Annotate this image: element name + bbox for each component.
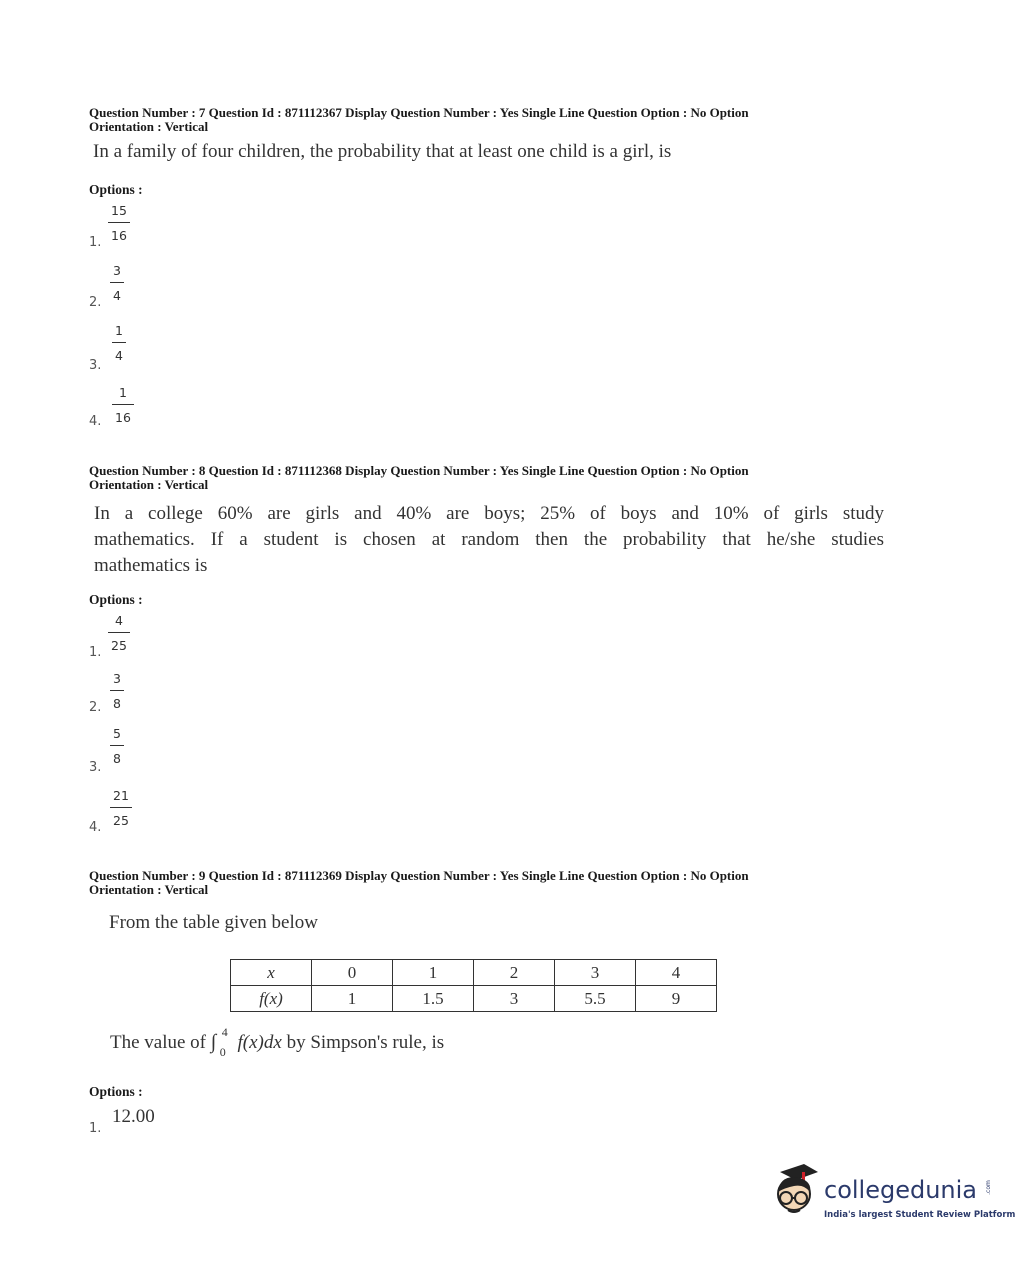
table-row bbox=[231, 960, 717, 986]
q9-question-text: From the table given below bbox=[109, 912, 318, 933]
table-cell: 1 bbox=[312, 986, 393, 1012]
option-number: 2. bbox=[89, 295, 102, 310]
option-number: 4. bbox=[89, 414, 102, 429]
fraction bbox=[108, 204, 130, 243]
numerator: 5 bbox=[113, 726, 121, 741]
denominator: 8 bbox=[113, 751, 121, 766]
denominator: 16 bbox=[115, 410, 131, 425]
option-value: 12.00 bbox=[112, 1106, 155, 1127]
logo-tagline: India's largest Student Review Platform bbox=[824, 1210, 1016, 1220]
q7-meta bbox=[89, 106, 849, 134]
fraction bbox=[112, 386, 134, 425]
formula-suffix: by Simpson's rule, is bbox=[286, 1032, 445, 1053]
q8-options-label: Options : bbox=[89, 592, 143, 607]
fraction bbox=[110, 264, 124, 303]
q8-question-line1: In a college 60% are girls and 40% are boys; 25% of boys and 10% of girls study bbox=[94, 503, 884, 524]
table-cell: 4 bbox=[636, 960, 717, 986]
table-cell: 3 bbox=[555, 960, 636, 986]
logo-brand-text: collegedunia bbox=[824, 1176, 978, 1204]
q9-meta bbox=[89, 869, 849, 897]
collegedunia-logo[interactable] bbox=[766, 1162, 1016, 1232]
formula-prefix: The value of bbox=[110, 1032, 207, 1053]
fraction bbox=[110, 727, 124, 766]
value-table bbox=[230, 959, 717, 1012]
q8-meta-line1: Question Number : 8 Question Id : 871112368 Display Question Number : Yes Single Line Question Option : No Option bbox=[89, 463, 749, 478]
numerator: 15 bbox=[111, 203, 127, 218]
denominator: 8 bbox=[113, 696, 121, 711]
q9-options-label: Options : bbox=[89, 1084, 143, 1099]
numerator: 21 bbox=[113, 788, 129, 803]
table-cell: 9 bbox=[636, 986, 717, 1012]
table-cell: f(x) bbox=[231, 986, 312, 1012]
table-cell: 2 bbox=[474, 960, 555, 986]
numerator: 4 bbox=[115, 613, 123, 628]
q8-question-line3: mathematics is bbox=[94, 555, 208, 576]
q8-meta bbox=[89, 464, 849, 492]
integral-lower-limit: 0 bbox=[219, 1045, 226, 1059]
formula-integrand: f(x)dx bbox=[237, 1032, 282, 1053]
q9-meta-line2: Orientation : Vertical bbox=[89, 882, 209, 897]
fraction bbox=[110, 789, 132, 828]
denominator: 4 bbox=[113, 288, 121, 303]
fraction bbox=[110, 672, 124, 711]
table-cell: 0 bbox=[312, 960, 393, 986]
table-cell: 3 bbox=[474, 986, 555, 1012]
numerator: 1 bbox=[119, 385, 127, 400]
denominator: 25 bbox=[113, 813, 129, 828]
table-cell: 1 bbox=[393, 960, 474, 986]
table-cell: x bbox=[231, 960, 312, 986]
numerator: 3 bbox=[113, 263, 121, 278]
fraction bbox=[112, 324, 126, 363]
numerator: 1 bbox=[115, 323, 123, 338]
fraction bbox=[108, 614, 130, 653]
q7-question-text: In a family of four children, the probability that at least one child is a girl, is bbox=[93, 141, 672, 162]
denominator: 25 bbox=[111, 638, 127, 653]
q9-formula-line bbox=[110, 1025, 445, 1059]
table-cell: 5.5 bbox=[555, 986, 636, 1012]
q7-options-label: Options : bbox=[89, 182, 143, 197]
option-number: 1. bbox=[89, 235, 102, 250]
numerator: 3 bbox=[113, 671, 121, 686]
option-number: 1. bbox=[89, 645, 102, 660]
denominator: 4 bbox=[115, 348, 123, 363]
option-number: 3. bbox=[89, 760, 102, 775]
option-number: 4. bbox=[89, 820, 102, 835]
option-number: 2. bbox=[89, 700, 102, 715]
option-number: 3. bbox=[89, 358, 102, 373]
table-cell: 1.5 bbox=[393, 986, 474, 1012]
table-row bbox=[231, 986, 717, 1012]
q7-meta-line1: Question Number : 7 Question Id : 871112367 Display Question Number : Yes Single Line Question Option : No Option bbox=[89, 105, 749, 120]
integral-upper-limit: 4 bbox=[221, 1025, 228, 1039]
denominator: 16 bbox=[111, 228, 127, 243]
q9-meta-line1: Question Number : 9 Question Id : 871112369 Display Question Number : Yes Single Line Question Option : No Option bbox=[89, 868, 749, 883]
q7-meta-line2: Orientation : Vertical bbox=[89, 119, 209, 134]
q8-meta-line2: Orientation : Vertical bbox=[89, 477, 209, 492]
integral-sign: ∫ 4 0 bbox=[210, 1025, 228, 1059]
mascot-icon bbox=[766, 1162, 822, 1224]
q8-question-line2: mathematics. If a student is chosen at random then the probability that he/she studies bbox=[94, 529, 884, 550]
option-number: 1. bbox=[89, 1121, 102, 1136]
logo-domain-text: .com bbox=[984, 1180, 992, 1195]
q8-question-text bbox=[94, 501, 884, 579]
